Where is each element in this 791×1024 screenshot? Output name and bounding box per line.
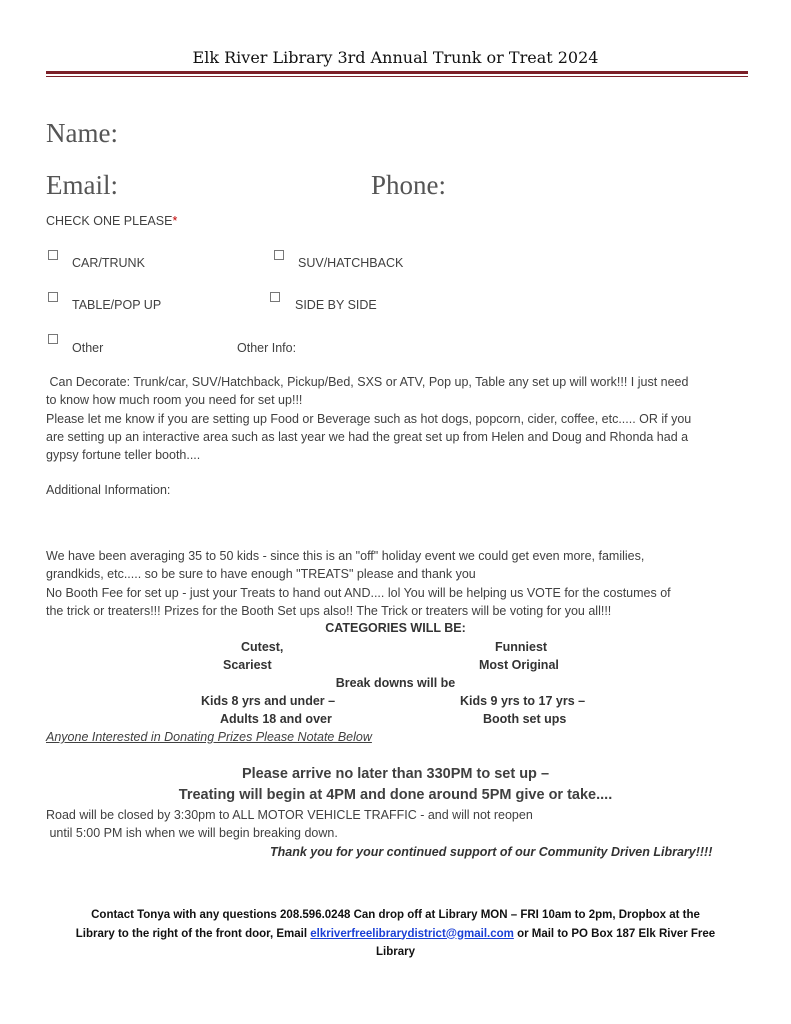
header-rule-thick — [46, 71, 748, 74]
car-trunk-checkbox[interactable] — [48, 250, 58, 260]
category-most-original: Most Original — [479, 658, 559, 672]
table-popup-checkbox[interactable] — [48, 292, 58, 302]
info-line: We have been averaging 35 to 50 kids - since this is an "off" holiday event we could get even more, families, — [46, 549, 645, 563]
other-label: Other — [72, 341, 104, 355]
page-title: Elk River Library 3rd Annual Trunk or Treat 2024 — [192, 48, 599, 67]
donate-note: Anyone Interested in Donating Prizes Please Notate Below — [46, 730, 372, 744]
breakdown-kids-8: Kids 8 yrs and under – — [201, 694, 336, 708]
road-closure-line-1: Road will be closed by 3:30pm to ALL MOTOR VEHICLE TRAFFIC - and will not reopen — [46, 808, 533, 822]
arrival-line-1: Please arrive no later than 330PM to set up – — [241, 766, 550, 782]
car-trunk-label: CAR/TRUNK — [72, 256, 145, 270]
category-funniest: Funniest — [495, 640, 548, 654]
decorate-paragraph — [46, 373, 751, 464]
decorate-line: gypsy fortune teller booth.... — [46, 448, 201, 463]
phone-label: Phone: — [371, 170, 447, 200]
contact-footer — [40, 906, 751, 962]
contact-line-3: Library — [376, 946, 415, 958]
breakdown-adults: Adults 18 and over — [220, 712, 332, 726]
additional-info-label: Additional Information: — [46, 483, 171, 497]
other-info-label: Other Info: — [237, 341, 297, 355]
decorate-line: to know how much room you need for set up!!! — [46, 393, 303, 408]
arrival-line-2: Treating will begin at 4PM and done around 5PM give or take.... — [178, 787, 613, 803]
road-closure-line-2: until 5:00 PM ish when we will begin breaking down. — [46, 826, 338, 840]
breakdowns-heading: Break downs will be — [335, 676, 456, 690]
decorate-line: Please let me know if you are setting up Food or Beverage such as hot dogs, popcorn, cider, coffee, etc..... OR if you — [46, 411, 692, 426]
side-by-side-checkbox[interactable] — [270, 292, 280, 302]
other-checkbox[interactable] — [48, 334, 58, 344]
header-rule-thin — [46, 76, 748, 77]
info-line: the trick or treaters!!! Prizes for the Booth Set ups also!! The Trick or treaters will be voting for you all!!! — [46, 603, 612, 618]
side-by-side-label: SIDE BY SIDE — [295, 298, 377, 312]
contact-email-link[interactable]: elkriverfreelibrarydistrict@gmail.com — [310, 927, 514, 940]
info-line: grandkids, etc..... so be sure to have enough "TREATS" please and thank you — [46, 567, 476, 582]
table-popup-label: TABLE/POP UP — [72, 298, 162, 312]
contact-line-1: Contact Tonya with any questions 208.596.0248 Can drop off at Library MON – FRI 10am to 2pm, Dropbox at the — [91, 909, 700, 921]
thank-you-note: Thank you for your continued support of our Community Driven Library!!!! — [270, 845, 713, 859]
info-line: No Booth Fee for set up - just your Treats to hand out AND.... lol You will be helping us VOTE for the costumes of — [46, 585, 671, 600]
category-scariest: Scariest — [223, 658, 272, 672]
decorate-line: Can Decorate: Trunk/car, SUV/Hatchback, Pickup/Bed, SXS or ATV, Pop up, Table any set up will work!!! I just need — [46, 375, 689, 389]
category-cutest: Cutest, — [241, 640, 284, 654]
categories-heading: CATEGORIES WILL BE: — [325, 621, 466, 635]
email-label: Email: — [46, 170, 118, 200]
suv-hatchback-checkbox[interactable] — [274, 250, 284, 260]
info-paragraph — [46, 547, 751, 620]
check-one-instruction: CHECK ONE PLEASE* — [46, 214, 178, 228]
suv-hatchback-label: SUV/HATCHBACK — [298, 256, 404, 270]
required-asterisk: * — [172, 214, 178, 228]
decorate-line: are setting up an interactive area such as last year we had the great set up from Helen and Doug and Rhonda had a — [46, 429, 689, 444]
name-label: Name: — [46, 118, 118, 148]
breakdown-kids-9-17: Kids 9 yrs to 17 yrs – — [460, 694, 586, 708]
contact-line-2: Library to the right of the front door, Email elkriverfreelibrarydistrict@gmail.com or Mail to PO Box 187 Elk River Free — [75, 927, 716, 940]
breakdown-booth: Booth set ups — [483, 712, 567, 726]
